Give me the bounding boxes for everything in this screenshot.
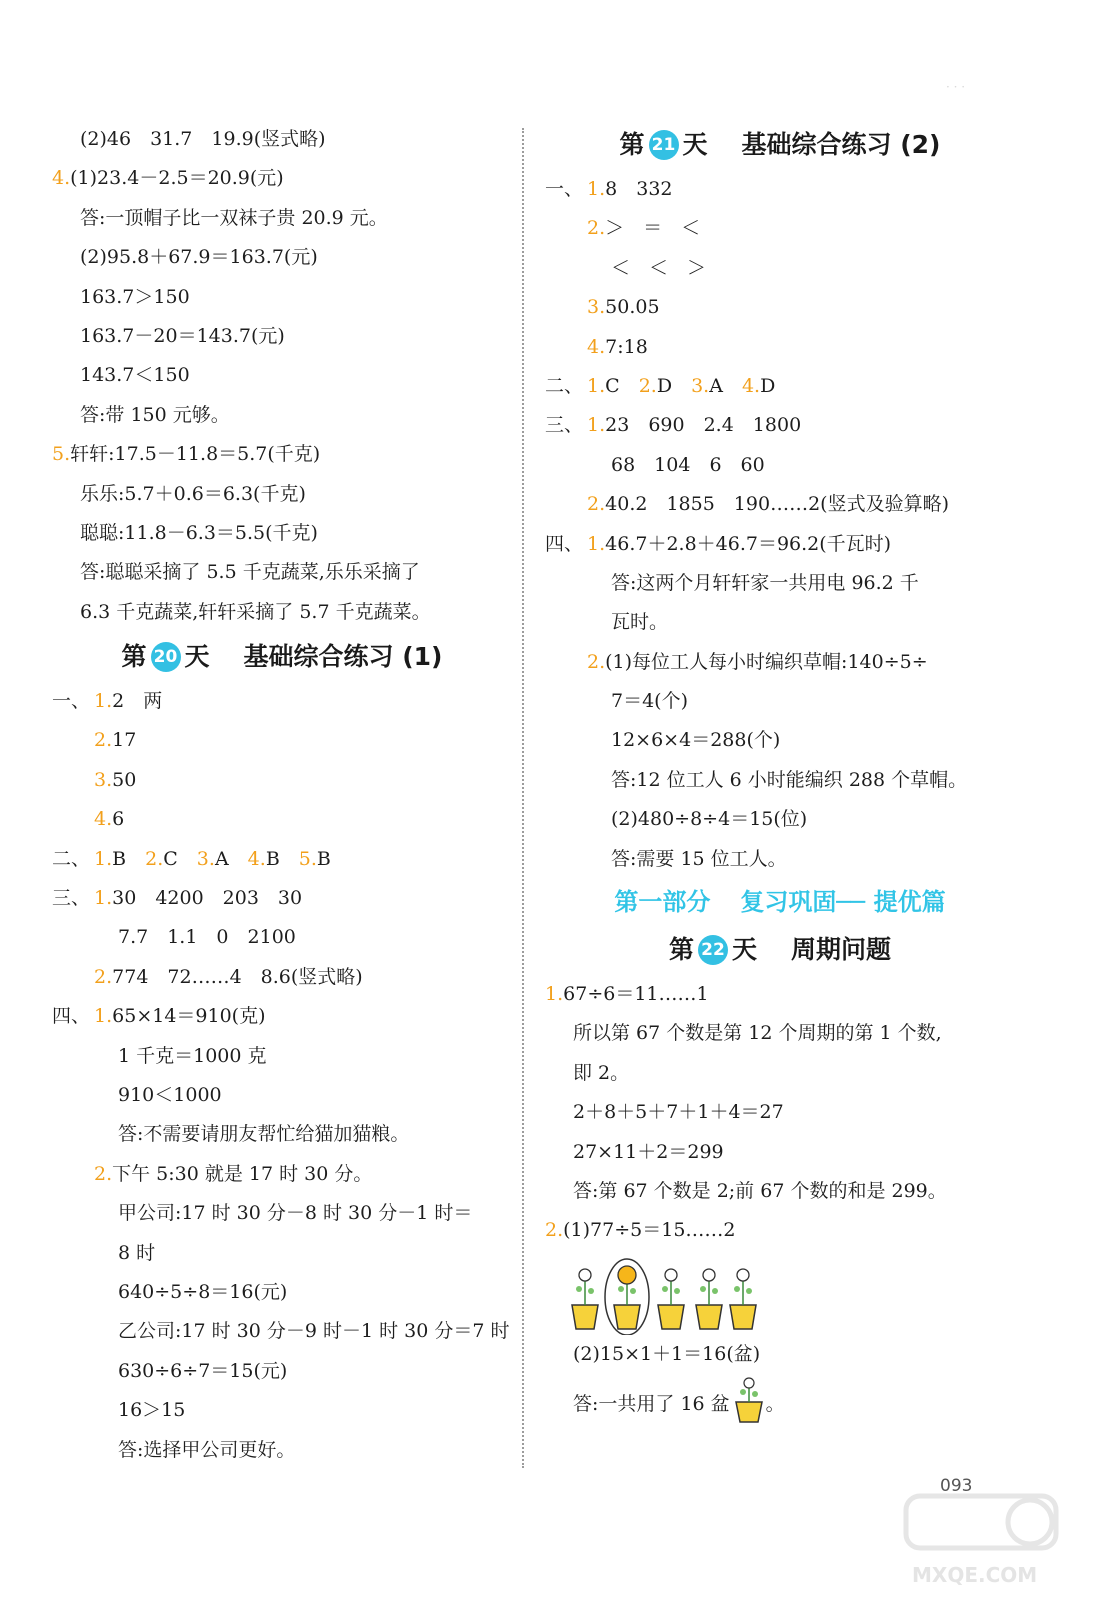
answer-text: 即 2。 [573, 1061, 630, 1084]
answer-line [545, 1374, 1015, 1434]
answer-text: 17 [112, 729, 137, 752]
answer-text: 。 [765, 1393, 785, 1416]
answer-text: 8 时 [118, 1241, 156, 1264]
answer-line [545, 1014, 1015, 1053]
answer-line [52, 435, 512, 474]
answer-text: C [605, 374, 639, 397]
answer-text: ＞ ＝ ＜ [605, 217, 701, 240]
question-number: 1. [587, 414, 606, 437]
answer-line [545, 800, 1015, 839]
answer-line [52, 682, 512, 721]
answer-text: 7＝4(个) [611, 690, 689, 713]
answer-line [545, 1172, 1015, 1211]
answer-line [52, 1391, 512, 1430]
answer-line [52, 1076, 512, 1115]
answer-line [52, 879, 512, 918]
answer-text: 答:这两个月轩轩家一共用电 96.2 千 [611, 571, 919, 594]
question-number: 1. [587, 374, 606, 397]
answer-line [52, 278, 512, 317]
question-number: 1. [545, 983, 564, 1006]
heading-suffix: 天 [731, 935, 757, 965]
answer-text: 8 332 [605, 178, 673, 200]
answer-line [52, 159, 512, 198]
answer-text: 答:带 150 元够。 [80, 403, 230, 426]
answer-line [52, 199, 512, 238]
heading-title: 基础综合练习 (2) [741, 130, 941, 159]
question-number: 2. [587, 493, 606, 516]
answer-text: 630÷6÷7＝15(元) [118, 1359, 288, 1382]
answer-line [545, 525, 1015, 564]
answer-line [545, 209, 1015, 248]
answer-line [545, 840, 1015, 879]
answer-text: 12×6×4＝288(个) [611, 729, 781, 752]
day-number-badge: 22 [698, 935, 728, 965]
answer-text: D [656, 374, 692, 397]
question-number: 5. [298, 847, 317, 870]
answer-text: 下午 5:30 就是 17 时 30 分。 [112, 1162, 373, 1185]
question-number: 3. [691, 374, 710, 397]
question-number: 2. [587, 650, 606, 673]
question-number: 1. [94, 847, 113, 870]
answer-line [545, 249, 1015, 288]
section-label: 三、 [545, 414, 584, 437]
answer-text: 1 千克＝1000 克 [118, 1044, 267, 1067]
answer-line [52, 475, 512, 514]
answer-text: A [709, 374, 742, 397]
answer-line [545, 721, 1015, 760]
question-number: 2. [94, 965, 113, 988]
answer-line [545, 288, 1015, 327]
day-21-heading [545, 120, 1015, 170]
day-22-heading [545, 925, 1015, 975]
question-number: 2. [94, 729, 113, 752]
answer-text: 46.7＋2.8＋46.7＝96.2(千瓦时) [605, 532, 892, 555]
heading-prefix: 第 [121, 642, 147, 672]
question-number: 1. [587, 532, 606, 555]
flower-pots-illustration [545, 1251, 1015, 1335]
answer-line [545, 1335, 1015, 1374]
answer-line [52, 553, 512, 592]
answer-line [545, 682, 1015, 721]
heading-title: 周期问题 [791, 935, 892, 965]
answer-text: 2＋8＋5＋7＋1＋4＝27 [573, 1101, 784, 1124]
section-label: 二、 [52, 847, 91, 870]
answer-line [545, 485, 1015, 524]
answer-text: 640÷5÷8＝16(元) [118, 1280, 288, 1303]
question-number: 1. [587, 178, 606, 200]
answer-line [545, 564, 1015, 603]
answer-text: 2 两 [112, 690, 163, 713]
heading-suffix: 天 [184, 642, 210, 672]
answer-text: 23 690 2.4 1800 [605, 414, 802, 437]
answer-text: (1)77÷5＝15……2 [563, 1219, 736, 1242]
answer-text: 轩轩:17.5－11.8＝5.7(千克) [70, 443, 321, 466]
answer-text: 6.3 千克蔬菜,轩轩采摘了 5.7 千克蔬菜。 [80, 600, 431, 623]
question-number: 3. [587, 296, 606, 319]
answer-text: 7:18 [605, 335, 648, 358]
section-label: 一、 [545, 178, 584, 200]
part-banner-left: 第一部分 [614, 888, 711, 917]
answer-text: (2)46 31.7 19.9(竖式略) [80, 128, 326, 150]
answer-line [52, 1155, 512, 1194]
day-number-badge: 20 [151, 642, 181, 672]
answer-line [545, 328, 1015, 367]
question-number: 1. [94, 690, 113, 713]
answer-text: (1)23.4－2.5＝20.9(元) [70, 167, 284, 190]
question-number: 2. [587, 217, 606, 240]
question-number: 1. [94, 1005, 113, 1028]
answer-text: 答:聪聪采摘了 5.5 千克蔬菜,乐乐采摘了 [80, 561, 420, 584]
answer-text: 16＞15 [118, 1399, 186, 1422]
section-label: 四、 [545, 532, 584, 555]
answer-line [545, 1093, 1015, 1132]
answer-text: ＜ ＜ ＞ [611, 256, 707, 279]
answer-line [545, 170, 1015, 209]
question-number: 4. [587, 335, 606, 358]
answer-line [545, 367, 1015, 406]
question-number: 1. [94, 887, 113, 910]
answer-text: 答:需要 15 位工人。 [611, 847, 787, 870]
answer-line [52, 396, 512, 435]
answer-text: B [112, 847, 146, 870]
answer-text: A [214, 847, 248, 870]
pots-drawing [569, 1257, 769, 1335]
answer-text: 163.7－20＝143.7(元) [80, 324, 285, 347]
answer-text: 27×11＋2＝299 [573, 1140, 724, 1163]
question-number: 4. [247, 847, 266, 870]
answer-text: 6 [112, 808, 125, 831]
answer-line [545, 761, 1015, 800]
question-number: 3. [196, 847, 215, 870]
answer-text: 163.7＞150 [80, 285, 190, 308]
answer-line [52, 317, 512, 356]
answer-text: 答:一顶帽子比一双袜子贵 20.9 元。 [80, 206, 388, 229]
answer-line [52, 593, 512, 632]
answer-line [545, 643, 1015, 682]
answer-text: 所以第 67 个数是第 12 个周期的第 1 个数, [573, 1022, 942, 1045]
answer-line [52, 1037, 512, 1076]
answer-text: 答:第 67 个数是 2;前 67 个数的和是 299。 [573, 1179, 947, 1202]
answer-text: 50.05 [605, 296, 660, 319]
section-label: 四、 [52, 1005, 91, 1028]
answer-text: 答:一共用了 16 盆 [573, 1393, 730, 1416]
answer-text: 50 [112, 768, 137, 791]
answer-line [545, 446, 1015, 485]
question-number: 2. [545, 1219, 564, 1242]
day-number-badge: 21 [649, 130, 679, 160]
answer-line [52, 1234, 512, 1273]
answer-text: 40.2 1855 190……2(竖式及验算略) [605, 493, 949, 516]
answer-text: 65×14＝910(克) [112, 1005, 266, 1028]
answer-text: (2)480÷8÷4＝15(位) [611, 808, 808, 831]
heading-suffix: 天 [682, 130, 708, 159]
answer-line [545, 1133, 1015, 1172]
top-corner-mark: · · · [946, 80, 966, 94]
answer-line [52, 1312, 512, 1351]
answer-text: D [760, 374, 776, 397]
answer-text: 瓦时。 [611, 611, 669, 634]
answer-line [52, 997, 512, 1036]
answer-text: 910＜1000 [118, 1083, 222, 1106]
flower-pot-icon [732, 1376, 766, 1448]
heading-prefix: 第 [619, 130, 645, 159]
answer-line [52, 800, 512, 839]
answer-text: 乐乐:5.7＋0.6＝6.3(千克) [80, 482, 306, 505]
question-number: 5. [52, 443, 71, 466]
answer-text: 30 4200 203 30 [112, 887, 303, 910]
answer-text: 答:不需要请朋友帮忙给猫加猫粮。 [118, 1123, 410, 1146]
answer-text: 774 72……4 8.6(竖式略) [112, 965, 363, 988]
answer-line [52, 120, 512, 159]
section-label: 一、 [52, 690, 91, 713]
answer-line [52, 514, 512, 553]
answer-text: 答:12 位工人 6 小时能编织 288 个草帽。 [611, 768, 968, 791]
answer-line [545, 1054, 1015, 1093]
answer-text: (1)每位工人每小时编织草帽:140÷5÷ [605, 650, 928, 673]
answer-text: 143.7＜150 [80, 364, 190, 387]
answer-line [545, 406, 1015, 445]
svg-text:MXQE.COM: MXQE.COM [912, 1563, 1038, 1587]
answer-text: (2)95.8＋67.9＝163.7(元) [80, 246, 318, 269]
answer-text: 聪聪:11.8－6.3＝5.5(千克) [80, 521, 318, 544]
answer-text: B [265, 847, 299, 870]
column-divider [522, 128, 524, 1468]
answer-line [52, 1352, 512, 1391]
answer-text: C [163, 847, 197, 870]
answer-line [52, 1194, 512, 1233]
answer-line [52, 1273, 512, 1312]
question-number: 3. [94, 768, 113, 791]
part-banner-right: 复习巩固── 提优篇 [740, 888, 946, 917]
answer-text: (2)15×1＋1＝16(盆) [573, 1342, 761, 1365]
watermark-logo [900, 1490, 1070, 1590]
answer-line [52, 1431, 512, 1470]
part-banner [545, 879, 1015, 925]
section-label: 三、 [52, 887, 91, 910]
left-column [52, 120, 512, 1470]
answer-line [52, 958, 512, 997]
answer-text: 7.7 1.1 0 2100 [118, 926, 296, 949]
section-label: 二、 [545, 374, 584, 397]
page-number: 093 [940, 1476, 973, 1496]
answer-line [545, 975, 1015, 1014]
answer-text: 答:选择甲公司更好。 [118, 1438, 296, 1461]
question-number: 4. [741, 374, 761, 397]
answer-line [52, 840, 512, 879]
answer-line [52, 761, 512, 800]
day-20-heading [52, 632, 512, 682]
answer-text: B [316, 847, 331, 870]
heading-prefix: 第 [668, 935, 694, 965]
answer-text: 67÷6＝11……1 [563, 983, 709, 1006]
question-number: 2. [638, 374, 657, 397]
answer-line [52, 238, 512, 277]
answer-line [52, 1115, 512, 1154]
answer-text: 甲公司:17 时 30 分－8 时 30 分－1 时＝ [118, 1202, 473, 1225]
heading-title: 基础综合练习 (1) [243, 642, 443, 672]
question-number: 2. [145, 847, 164, 870]
answer-line [52, 721, 512, 760]
question-number: 4. [94, 808, 113, 831]
answer-line [52, 356, 512, 395]
answer-text: 乙公司:17 时 30 分－9 时－1 时 30 分＝7 时 [118, 1320, 510, 1343]
question-number: 4. [52, 167, 71, 190]
answer-line [545, 603, 1015, 642]
answer-line [52, 918, 512, 957]
right-column [545, 120, 1015, 1434]
answer-line [545, 1211, 1015, 1250]
question-number: 2. [94, 1162, 113, 1185]
answer-text: 68 104 6 60 [611, 453, 765, 476]
